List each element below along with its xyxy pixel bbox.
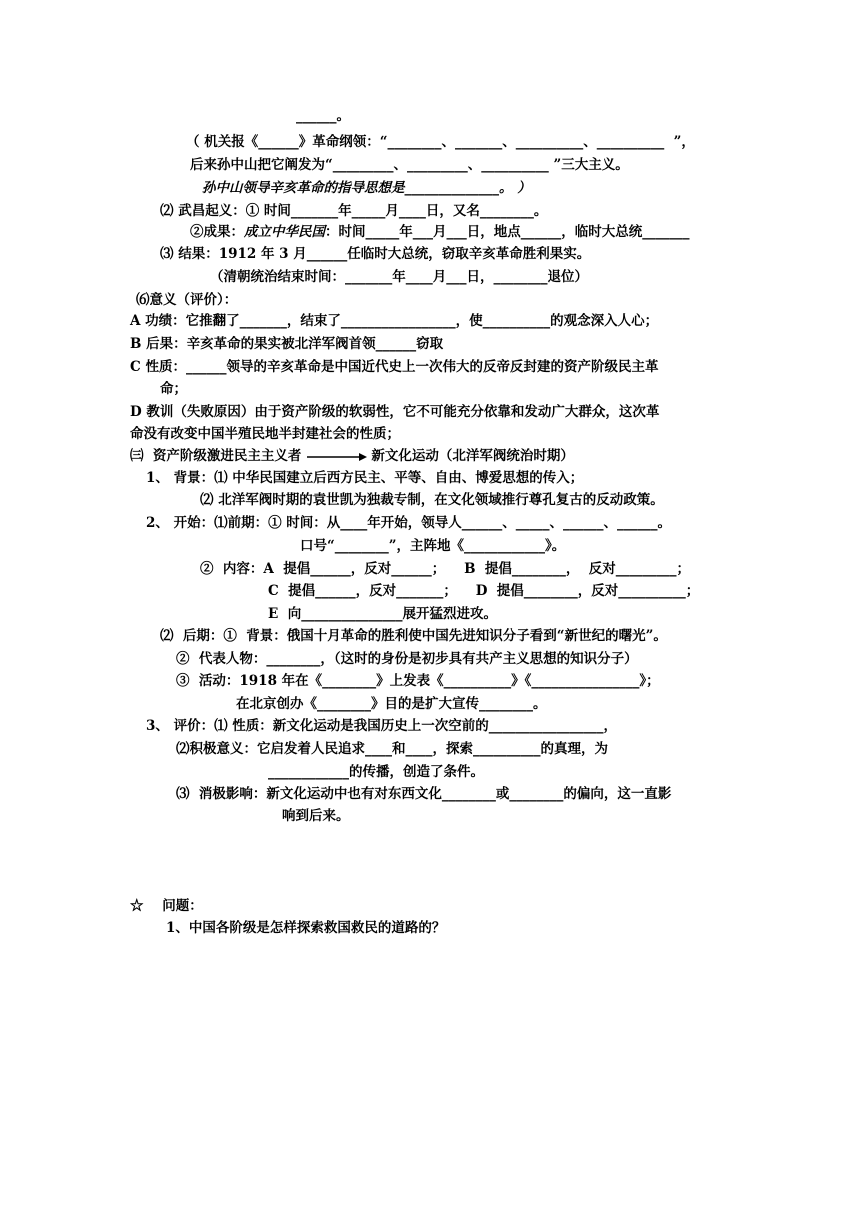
line-30: ____________的传播，创造了条件。 [268, 764, 484, 780]
line-16 [130, 446, 574, 466]
line-27: 在北京创办《________》目的是扩大宣传________。 [236, 696, 547, 712]
line-05: ⑵ 武昌起义：① 时间_______年_____月____日，又名________。 [160, 203, 548, 219]
line-17: 1、 背景：⑴ 中华民国建立后西方民主、平等、自由、博爱思想的传入； [146, 470, 584, 486]
line-12: C 性质：______领导的辛亥革命是中国近代史上一次伟大的反帝反封建的资产阶级民主革 [130, 359, 659, 375]
line-04: 孙中山领导辛亥革命的指导思想是______________。 ） [202, 180, 531, 196]
line-14: D 教训（失败原因）由于资产阶级的软弱性，它不可能充分依靠和发动广大群众，这次革 [130, 404, 660, 420]
line-16-right: 新文化运动（北洋军阀统治时期） [371, 448, 574, 464]
line-22: C 提倡______，反对_______； D 提倡________，反对__________； [268, 583, 700, 599]
line-25: ② 代表人物：________，（这时的身份是初步具有共产主义思想的知识分子） [176, 651, 638, 667]
line-21: ② 内容：A 提倡______，反对______； B 提倡________， 反对_________； [200, 561, 691, 577]
line-34: 1、中国各阶级是怎样探索救国救民的道路的？ [166, 920, 446, 936]
line-32: 响到后来。 [282, 808, 350, 824]
line-18: ⑵ 北洋军阀时期的袁世凯为独裁专制，在文化领域推行尊孔复古的反动政策。 [200, 492, 664, 508]
line-20: 口号“________”，主阵地《____________》。 [300, 538, 566, 554]
line-09: ⑹意义（评价）： [136, 292, 238, 308]
line-29: ⑵积极意义：它启发着人民追求____和____，探索__________的真理，为 [176, 741, 608, 757]
line-03: 后来孙中山把它阐发为“_________、_________、__________ ”三大主义。 [190, 157, 629, 173]
line-28: 3、 评价：⑴ 性质：新文化运动是我国历史上一次空前的_________________， [146, 718, 618, 734]
line-19: 2、 开始：⑴前期：① 时间：从____年开始，领导人______、_____、______、______。 [146, 515, 672, 531]
line-31: ⑶ 消极影响：新文化运动中也有对东西文化________或________的偏向，这一直影 [176, 786, 672, 802]
line-15: 命没有改变中国半殖民地半封建社会的性质； [130, 426, 400, 442]
line-07: ⑶ 结果：1912 年 3 月______任临时大总统，窃取辛亥革命胜利果实。 [160, 246, 591, 262]
line-06-emphasis: 成立中华民国 [244, 224, 325, 240]
line-16-left: ㈢ 资产阶级激进民主主义者 [130, 448, 302, 464]
line-13: 命； [160, 381, 187, 397]
arrow-right-icon [305, 452, 367, 462]
line-33: ☆ 问题： [130, 898, 203, 914]
line-10: A 功绩：它推翻了_______，结束了_________________，使__________的观念深入人心； [130, 313, 659, 329]
line-26: ③ 活动：1918 年在《________》上发表《__________》《________________》； [176, 673, 660, 689]
line-11: B 后果：辛亥革命的果实被北洋军阀首领______窃取 [130, 336, 444, 352]
line-23: E 向_______________展开猛烈进攻。 [268, 606, 497, 622]
line-24: ⑵ 后期：① 背景：俄国十月革命的胜利使中国先进知识分子看到“新世纪的曙光”。 [160, 628, 667, 644]
line-01: ______。 [296, 108, 350, 124]
line-06 [190, 222, 690, 242]
line-02: （ 机关报《______》革命纲领：“________、_______、__________、__________ ”， [186, 134, 695, 150]
line-08: （清朝统治结束时间：_______年____月___日，________退位） [210, 269, 588, 285]
line-06-prefix: ②成果： [190, 224, 244, 240]
line-06-rest: ：时间_____年___月___日，地点______，临时大总统_______ [325, 224, 690, 240]
